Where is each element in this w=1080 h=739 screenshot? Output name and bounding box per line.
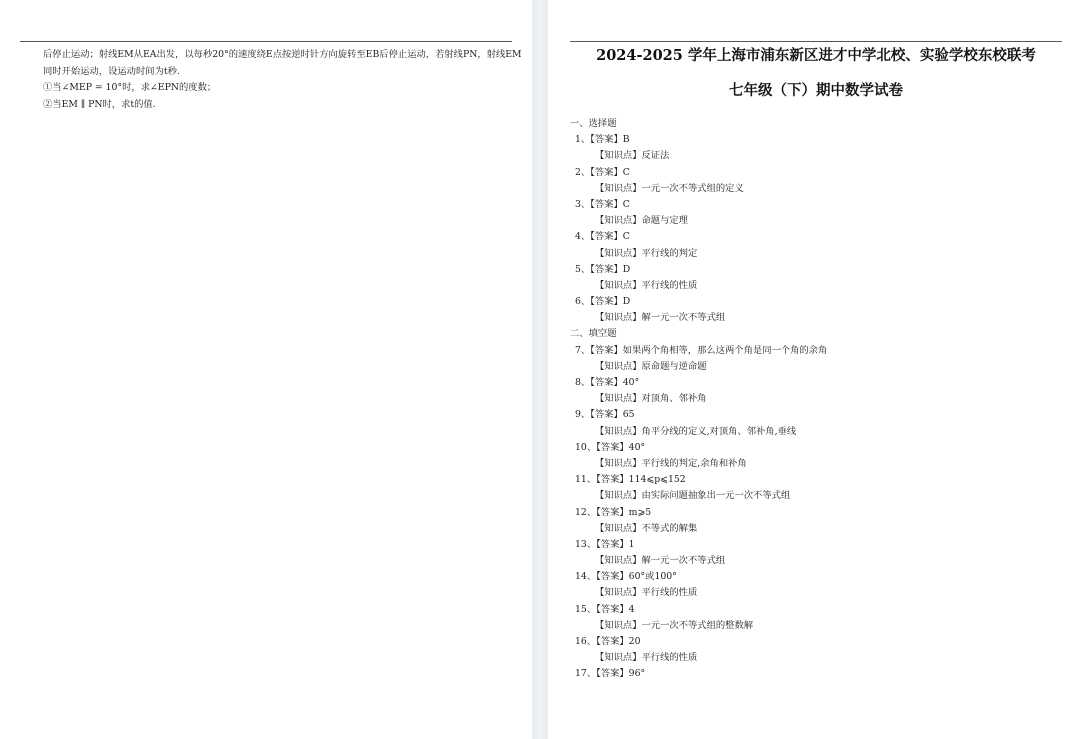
problem-line: 后停止运动；射线EM从EA出发，以每秒20°的速度绕E点按逆时针方向旋转至EB后停止运动，若射线PN，射线EM [43, 49, 522, 60]
answer-line: 2、【答案】C [575, 166, 630, 178]
knowledge-point-line: 【知识点】解一元一次不等式组 [595, 312, 726, 324]
left-page [0, 0, 532, 739]
knowledge-point-line: 【知识点】不等式的解集 [595, 522, 698, 534]
problem-line: ②当EM ∥ PN时，求t的值. [43, 99, 156, 111]
knowledge-point-line: 【知识点】平行线的性质 [595, 652, 698, 664]
page-gutter [532, 0, 548, 739]
problem-text [43, 47, 522, 114]
knowledge-point-line: 【知识点】一元一次不等式组的定义 [595, 182, 744, 194]
knowledge-point-line: 【知识点】由实际问题抽象出一元一次不等式组 [595, 490, 791, 502]
knowledge-point-line: 【知识点】平行线的性质 [595, 587, 698, 599]
knowledge-point-line: 【知识点】反证法 [595, 150, 670, 162]
answer-line: 13、【答案】1 [575, 538, 635, 550]
answer-line: 16、【答案】20 [575, 636, 641, 647]
answer-line: 17、【答案】96° [575, 668, 646, 680]
knowledge-point-line: 【知识点】平行线的性质 [595, 279, 698, 291]
exam-title: 2024-2025 学年上海市浦东新区进才中学北校、实验学校东校联考 [596, 47, 1036, 64]
answer-line: 14、【答案】60°或100° [575, 571, 677, 583]
answer-line: 7、【答案】如果两个角相等，那么这两个角是同一个角的余角 [575, 344, 828, 356]
answer-list [548, 116, 1080, 683]
knowledge-point-line: 【知识点】解一元一次不等式组 [595, 555, 726, 567]
answer-line: 11、【答案】114⩽p⩽152 [575, 474, 686, 486]
answer-line: 4、【答案】C [575, 231, 630, 243]
knowledge-point-line: 【知识点】原命题与逆命题 [595, 360, 707, 372]
answer-line: 15、【答案】4 [575, 603, 635, 615]
answer-line: 5、【答案】D [575, 263, 631, 275]
answer-line: 10、【答案】40° [575, 441, 646, 453]
knowledge-point-line: 【知识点】命题与定理 [595, 215, 688, 227]
answer-line: 8、【答案】40° [575, 377, 640, 388]
section-heading: 二、填空题 [570, 328, 617, 340]
knowledge-point-line: 【知识点】一元一次不等式组的整数解 [595, 619, 754, 631]
right-page [548, 0, 1080, 739]
header-rule [20, 41, 512, 42]
problem-line: 同时开始运动，设运动时间为t秒. [43, 65, 180, 77]
answer-line: 3、【答案】C [575, 198, 630, 210]
knowledge-point-line: 【知识点】角平分线的定义,对顶角、邻补角,垂线 [595, 425, 797, 437]
knowledge-point-line: 【知识点】平行线的判定 [595, 247, 698, 259]
answer-line: 12、【答案】m⩾5 [575, 506, 652, 518]
section-heading: 一、选择题 [570, 118, 617, 129]
knowledge-point-line: 【知识点】平行线的判定,余角和补角 [595, 457, 747, 469]
answer-line: 9、【答案】65 [575, 409, 635, 421]
answer-line: 1、【答案】B [575, 134, 630, 146]
exam-subtitle: 七年级（下）期中数学试卷 [729, 82, 903, 99]
knowledge-point-line: 【知识点】对顶角、邻补角 [595, 393, 707, 405]
problem-line: ①当∠MEP = 10°时，求∠EPN的度数； [43, 82, 217, 94]
answer-line: 6、【答案】D [575, 296, 631, 308]
header-rule [570, 41, 1062, 42]
